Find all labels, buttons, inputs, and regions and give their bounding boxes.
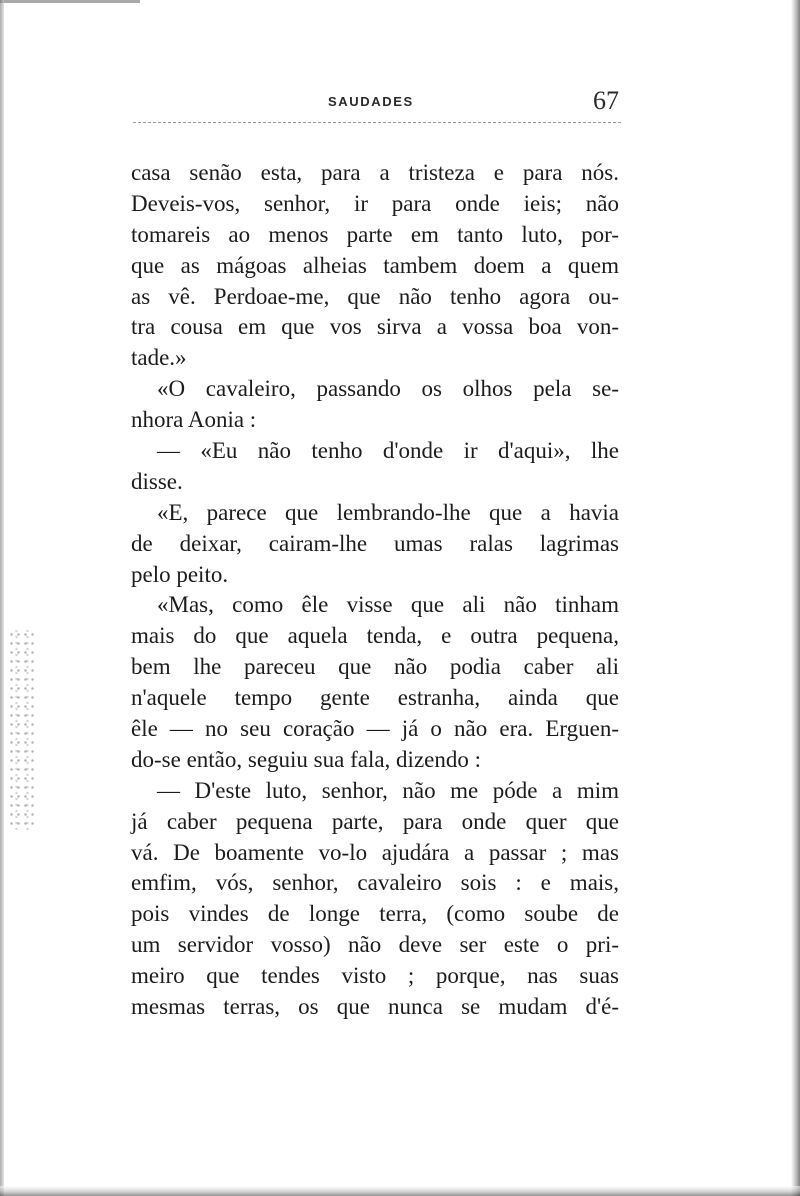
text-line: mais do que aquela tenda, e outra pequena, [131, 623, 619, 649]
text-line: meiro que tendes visto ; porque, nas suas [131, 963, 619, 989]
page-header [133, 86, 621, 122]
text-line: as vê. Perdoae-me, que não tenho agora ou- [131, 283, 619, 309]
text-line: tra cousa em que vos sirva a vossa boa von- [131, 314, 619, 340]
text-line: tade.» [131, 345, 187, 371]
text-line: Deveis-vos, senhor, ir para onde ieis; não [131, 190, 619, 216]
text-line: disse. [131, 468, 183, 494]
text-line: casa senão esta, para a tristeza e para nós. [131, 160, 619, 185]
scan-edge-right [791, 0, 800, 1196]
header-rule [133, 122, 621, 123]
text-line: um servidor vosso) não deve ser este o pri- [131, 932, 619, 958]
text-line: «Mas, como êle visse que ali não tinham [157, 592, 619, 618]
body-text [131, 158, 619, 1023]
scan-edge-bottom [0, 1186, 800, 1196]
text-line: «O cavaleiro, passando os olhos pela se- [157, 376, 619, 402]
text-line: — D'este luto, senhor, não me póde a mim [157, 777, 619, 803]
text-line: mesmas terras, os que nunca se mudam d'é- [131, 994, 619, 1020]
scan-edge-left [0, 0, 4, 1196]
text-line: de deixar, cairam-lhe umas ralas lagrimas [131, 530, 619, 556]
text-line: nhora Aonia : [131, 407, 257, 433]
text-line: «E, parece que lembrando-lhe que a havia [157, 499, 619, 525]
paper-speckle [8, 630, 34, 830]
text-line: êle — no seu coração — já o não era. Erguen- [131, 716, 619, 742]
text-line: já caber pequena parte, para onde quer que [131, 808, 619, 834]
text-line: do-se então, seguiu sua fala, dizendo : [131, 746, 481, 772]
text-line: pois vindes de longe terra, (como soube de [131, 901, 619, 927]
text-line: vá. De boamente vo-lo ajudára a passar ; mas [131, 839, 619, 865]
page-number: 67 [593, 86, 619, 115]
text-line: tomareis ao menos parte em tanto luto, por- [131, 221, 619, 247]
running-title: SAUDADES [328, 94, 414, 109]
text-line: que as mágoas alheias tambem doem a quem [131, 252, 619, 278]
text-line: pelo peito. [131, 561, 229, 587]
scan-edge-top [0, 0, 140, 3]
text-line: — «Eu não tenho d'onde ir d'aqui», lhe [157, 438, 619, 464]
text-line: n'aquele tempo gente estranha, ainda que [131, 685, 619, 711]
text-line: bem lhe pareceu que não podia caber ali [131, 654, 619, 680]
text-line: emfim, vós, senhor, cavaleiro sois : e mais, [131, 870, 619, 896]
